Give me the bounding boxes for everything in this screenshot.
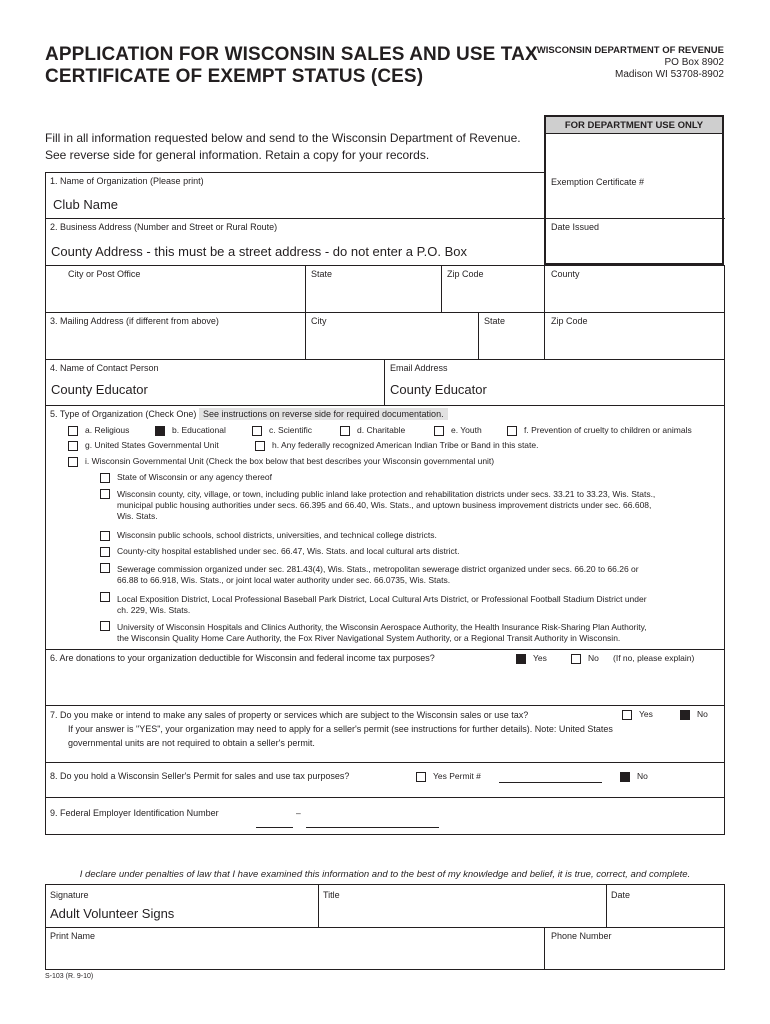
divider: [45, 762, 725, 763]
us-gov-unit-label: g. United States Governmental Unit: [85, 440, 219, 450]
title-label: Title: [323, 890, 340, 900]
uw-hospitals-line-2: the Wisconsin Quality Home Care Authority, the Fox River Navigational System Authority, or a Regional Transit Authority in Wisconsin.: [117, 633, 621, 643]
religious-checkbox[interactable]: [68, 426, 78, 436]
department-use-heading: FOR DEPARTMENT USE ONLY: [546, 117, 722, 134]
mail-zip-label: Zip Code: [551, 316, 588, 326]
divider: [544, 927, 545, 970]
donations-explain-label: (If no, please explain): [613, 653, 695, 663]
sales-no-label: No: [697, 709, 708, 719]
org-name-field[interactable]: Club Name: [53, 197, 119, 212]
intro-text: Fill in all information requested below and send to the Wisconsin Department of Revenue. See reverse side for general information. Retain a copy for your records.: [45, 131, 521, 162]
permit-number-field[interactable]: [499, 782, 602, 783]
department-name: WISCONSIN DEPARTMENT OF REVENUE: [536, 45, 724, 56]
sewerage-checkbox[interactable]: [100, 563, 110, 573]
uw-hospitals-line-1: University of Wisconsin Hospitals and Clinics Authority, the Wisconsin Aerospace Authority, the Health Insurance Risk-Sharing Plan Authority,: [117, 622, 647, 632]
donations-no-label: No: [588, 653, 599, 663]
divider: [606, 884, 607, 927]
divider: [45, 649, 725, 650]
phone-label: Phone Number: [551, 931, 612, 941]
signature-field[interactable]: Adult Volunteer Signs: [50, 906, 175, 921]
divider: [45, 797, 725, 798]
state-agency-checkbox[interactable]: [100, 473, 110, 483]
youth-checkbox[interactable]: [434, 426, 444, 436]
schools-label: Wisconsin public schools, school districts, universities, and technical college districts.: [117, 530, 437, 540]
sewerage-line-2: 66.88 to 66.918, Wis. Stats., or joint local water authority under sec. 66.0735, Wis. Stats.: [117, 575, 451, 585]
sales-question: 7. Do you make or intend to make any sales of property or services which are subject to the Wisconsin sales or use tax?: [50, 710, 529, 720]
email-field[interactable]: County Educator: [390, 382, 487, 397]
business-address-label: 2. Business Address (Number and Street or Rural Route): [50, 222, 278, 232]
prevention-cruelty-checkbox[interactable]: [507, 426, 517, 436]
form-title: [45, 44, 538, 88]
business-address-field[interactable]: County Address - this must be a street address - do not enter a P.O. Box: [51, 244, 467, 259]
form-number: S-103 (R. 9-10): [45, 973, 94, 980]
uw-hospitals-label: [117, 622, 647, 644]
divider: [478, 312, 479, 359]
org-type-note: See instructions on reverse side for required documentation.: [199, 408, 448, 420]
mail-state-label: State: [484, 316, 506, 326]
uw-hospitals-checkbox[interactable]: [100, 621, 110, 631]
title-line-2: CERTIFICATE OF EXEMPT STATUS (CES): [45, 66, 424, 87]
permit-yes-checkbox[interactable]: [416, 772, 426, 782]
zip-label: Zip Code: [447, 269, 484, 279]
exposition-district-label: [117, 594, 647, 616]
youth-label: e. Youth: [451, 425, 482, 435]
date-label: Date: [611, 890, 631, 900]
scientific-checkbox[interactable]: [252, 426, 262, 436]
sewerage-label: [117, 564, 639, 586]
charitable-label: d. Charitable: [357, 425, 406, 435]
sales-question-line-3: governmental units are not required to obtain a seller's permit.: [68, 738, 315, 748]
hospital-label: County-city hospital established under sec. 66.47, Wis. Stats. and local cultural arts district.: [117, 546, 460, 556]
divider: [45, 927, 725, 928]
city-label: City or Post Office: [68, 269, 141, 279]
sellers-permit-question: 8. Do you hold a Wisconsin Seller's Permit for sales and use tax purposes?: [50, 771, 350, 781]
divider: [45, 405, 725, 406]
permit-no-checkbox[interactable]: [620, 772, 630, 782]
municipality-line-1: Wisconsin county, city, village, or town, including public inland lake protection and rehabilitation districts under secs. 33.21 to 33.23, Wis. Stats.,: [117, 489, 656, 499]
tribe-label: h. Any federally recognized American Indian Tribe or Band in this state.: [272, 440, 539, 450]
donations-yes-checkbox[interactable]: [516, 654, 526, 664]
state-agency-label: State of Wisconsin or any agency thereof: [117, 472, 272, 482]
sales-no-checkbox[interactable]: [680, 710, 690, 720]
border-left: [45, 172, 46, 834]
department-po-box: PO Box 8902: [664, 57, 724, 68]
divider: [45, 705, 725, 706]
divider: [45, 172, 545, 173]
county-label: County: [551, 269, 580, 279]
declaration-text: I declare under penalties of law that I have examined this information and to the best of my knowledge and belief, it is true, correct, and complete.: [79, 869, 691, 880]
title-line-1: APPLICATION FOR WISCONSIN SALES AND USE TAX: [45, 44, 538, 65]
border-right: [724, 265, 725, 834]
email-label: Email Address: [390, 363, 448, 373]
municipality-label: [117, 489, 655, 522]
divider: [45, 359, 725, 360]
sales-yes-label: Yes: [639, 709, 653, 719]
sales-yes-checkbox[interactable]: [622, 710, 632, 720]
org-type-question: 5. Type of Organization (Check One): [50, 409, 197, 419]
donations-yes-label: Yes: [533, 653, 547, 663]
sales-question-line-2: If your answer is "YES", your organization may need to apply for a seller's permit (see instructions for further details). Note: United States: [68, 724, 613, 734]
fein-label: 9. Federal Employer Identification Number: [50, 808, 219, 818]
exemption-cert-label: Exemption Certificate #: [551, 177, 645, 187]
sewerage-line-1: Sewerage commission organized under sec. 281.43(4), Wis. Stats., metropolitan sewerage district organized under secs. 66.20 to 66.26 or: [117, 564, 639, 574]
fein-prefix-field[interactable]: [256, 827, 293, 828]
exposition-line-2: ch. 229, Wis. Stats.: [117, 605, 191, 615]
department-city: Madison WI 53708-8902: [615, 69, 724, 80]
exposition-district-checkbox[interactable]: [100, 592, 110, 602]
date-issued-label: Date Issued: [551, 222, 600, 232]
charitable-checkbox[interactable]: [340, 426, 350, 436]
org-name-label: 1. Name of Organization (Please print): [50, 176, 204, 186]
divider: [45, 218, 725, 219]
permit-yes-label: Yes Permit #: [433, 771, 481, 781]
divider: [544, 265, 545, 359]
department-use-box: [544, 115, 724, 265]
wi-gov-unit-checkbox[interactable]: [68, 457, 78, 467]
department-address: [537, 45, 724, 81]
tribe-checkbox[interactable]: [255, 441, 265, 451]
divider: [305, 265, 306, 359]
fein-dash: –: [296, 808, 301, 818]
us-gov-unit-checkbox[interactable]: [68, 441, 78, 451]
mailing-address-label: 3. Mailing Address (if different from above): [50, 316, 219, 326]
contact-person-label: 4. Name of Contact Person: [50, 363, 159, 373]
divider: [441, 265, 442, 312]
donations-question: 6. Are donations to your organization deductible for Wisconsin and federal income tax purposes?: [50, 653, 435, 663]
divider: [45, 312, 725, 313]
org-type-label: [50, 409, 448, 420]
donations-no-checkbox[interactable]: [571, 654, 581, 664]
fein-suffix-field[interactable]: [306, 827, 439, 828]
divider: [318, 884, 319, 927]
state-label: State: [311, 269, 333, 279]
religious-label: a. Religious: [85, 425, 130, 435]
scientific-label: c. Scientific: [269, 425, 312, 435]
contact-person-field[interactable]: County Educator: [51, 382, 148, 397]
wi-gov-unit-label: i. Wisconsin Governmental Unit (Check the box below that best describes your Wisconsin governmental unit): [85, 456, 495, 466]
prevention-cruelty-label: f. Prevention of cruelty to children or animals: [524, 425, 692, 435]
municipality-checkbox[interactable]: [100, 489, 110, 499]
municipality-line-3: Wis. Stats.: [117, 511, 158, 521]
educational-label: b. Educational: [172, 425, 226, 435]
permit-no-label: No: [637, 771, 648, 781]
mail-city-label: City: [311, 316, 327, 326]
municipality-line-2: municipal public housing authorities under secs. 66.395 and 66.40, Wis. Stats., and uptown business improvement districts under sec. 66.608,: [117, 500, 652, 510]
schools-checkbox[interactable]: [100, 531, 110, 541]
exposition-line-1: Local Exposition District, Local Professional Baseball Park District, Local Cultural Arts District, or Professional Football Stadium District under: [117, 594, 647, 604]
divider: [45, 265, 725, 266]
hospital-checkbox[interactable]: [100, 547, 110, 557]
divider: [45, 834, 725, 835]
print-name-label: Print Name: [50, 931, 96, 941]
signature-label: Signature: [50, 890, 89, 900]
educational-checkbox[interactable]: [155, 426, 165, 436]
divider: [384, 359, 385, 405]
